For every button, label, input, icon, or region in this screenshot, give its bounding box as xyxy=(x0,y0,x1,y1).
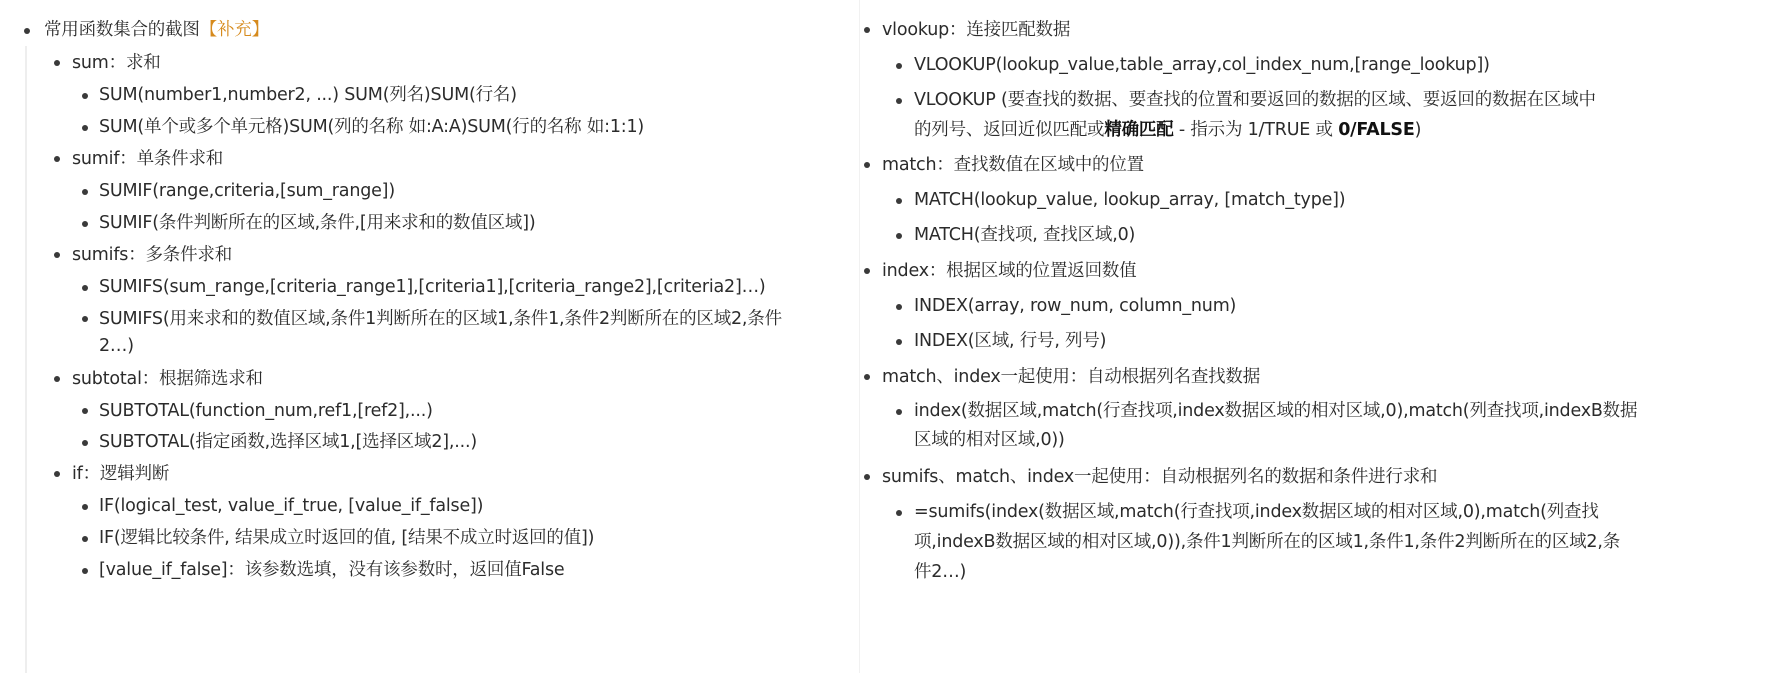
bullet-icon xyxy=(896,63,902,69)
bullet-icon xyxy=(54,471,60,477)
bullet-icon xyxy=(896,339,902,345)
sumifs-syntax-2-cont: 2…) xyxy=(99,336,134,356)
index-syntax-1: INDEX(array, row_num, column_num) xyxy=(914,296,1237,316)
bullet-icon xyxy=(864,374,870,380)
match-index-syntax: index(数据区域,match(行查找项,index数据区域的相对区域,0),match(列查找项,indexB数据 xyxy=(914,401,1638,421)
bullet-icon xyxy=(864,162,870,168)
match-index-label: match、index一起使用：自动根据列名查找数据 xyxy=(882,367,1261,387)
bullet-icon xyxy=(896,98,902,104)
subtotal-syntax-1: SUBTOTAL(function_num,ref1,[ref2],...) xyxy=(99,401,433,421)
index-label: index：根据区域的位置返回数值 xyxy=(882,261,1137,281)
bullet-icon xyxy=(54,156,60,162)
bullet-icon xyxy=(82,285,88,291)
bullet-icon xyxy=(82,568,88,574)
vlookup-syntax-1: VLOOKUP(lookup_value,table_array,col_index_num,[range_lookup]) xyxy=(914,55,1490,75)
vlookup-syntax-2: VLOOKUP (要查找的数据、要查找的位置和要返回的数据的区域、要返回的数据在区域中 xyxy=(914,90,1596,110)
if-syntax-2: IF(逻辑比较条件, 结果成立时返回的值, [结果不成立时返回的值]) xyxy=(99,528,595,548)
bullet-icon xyxy=(896,198,902,204)
sum-syntax-2: SUM(单个或多个单元格)SUM(列的名称 如:A:A)SUM(行的名称 如:1:1) xyxy=(99,117,645,137)
column-divider xyxy=(859,0,860,673)
vlookup-syntax-2-cont: 的列号、返回近似匹配或精确匹配 - 指示为 1/TRUE 或 0/FALSE) xyxy=(914,120,1422,140)
bullet-icon xyxy=(864,27,870,33)
bullet-icon xyxy=(82,440,88,446)
exact-match-emphasis: 精确匹配 xyxy=(1104,120,1174,140)
subtotal-label: subtotal：根据筛选求和 xyxy=(72,369,263,389)
bullet-icon xyxy=(896,233,902,239)
bullet-icon xyxy=(864,268,870,274)
vlookup-label: vlookup：连接匹配数据 xyxy=(882,20,1071,40)
bullet-icon xyxy=(82,504,88,510)
bullet-icon xyxy=(864,474,870,480)
match-syntax-1: MATCH(lookup_value, lookup_array, [match_type]) xyxy=(914,190,1346,210)
sumifs-combo-syntax-cont-2: 件2…) xyxy=(914,562,967,582)
supplement-tag: 【补充】 xyxy=(199,20,269,40)
bullet-icon xyxy=(82,408,88,414)
bullet-icon xyxy=(82,189,88,195)
match-label: match：查找数值在区域中的位置 xyxy=(882,155,1144,175)
section-title: 常用函数集合的截图【补充】 xyxy=(44,20,269,40)
left-guide-line xyxy=(25,46,27,673)
sumif-label: sumif：单条件求和 xyxy=(72,149,224,169)
bullet-icon xyxy=(24,28,30,34)
sum-label: sum：求和 xyxy=(72,53,161,73)
if-syntax-1: IF(logical_test, value_if_true, [value_if_false]) xyxy=(99,496,484,516)
bullet-icon xyxy=(82,93,88,99)
sumifs-combo-syntax: =sumifs(index(数据区域,match(行查找项,index数据区域的相对区域,0),match(列查找 xyxy=(914,502,1599,522)
bullet-icon xyxy=(54,376,60,382)
sumifs-combo-syntax-cont-1: 项,indexB数据区域的相对区域,0)),条件1判断所在的区域1,条件1,条件2判断所在的区域2,条 xyxy=(914,532,1621,552)
index-syntax-2: INDEX(区域, 行号, 列号) xyxy=(914,331,1107,351)
sumifs-combo-label: sumifs、match、index一起使用：自动根据列名的数据和条件进行求和 xyxy=(882,467,1438,487)
subtotal-syntax-2: SUBTOTAL(指定函数,选择区域1,[选择区域2],...) xyxy=(99,432,477,452)
bullet-icon xyxy=(896,304,902,310)
sumif-syntax-1: SUMIF(range,criteria,[sum_range]) xyxy=(99,181,395,201)
bullet-icon xyxy=(896,510,902,516)
bullet-icon xyxy=(82,125,88,131)
match-syntax-2: MATCH(查找项, 查找区域,0) xyxy=(914,225,1136,245)
match-index-syntax-cont: 区域的相对区域,0)) xyxy=(914,430,1065,450)
if-note: [value_if_false]：该参数选填，没有该参数时，返回值False xyxy=(99,560,565,580)
bullet-icon xyxy=(54,252,60,258)
bullet-icon xyxy=(82,316,88,322)
bullet-icon xyxy=(82,536,88,542)
if-label: if：逻辑判断 xyxy=(72,464,170,484)
bullet-icon xyxy=(54,60,60,66)
sum-syntax-1: SUM(number1,number2, ...) SUM(列名)SUM(行名) xyxy=(99,85,517,105)
bullet-icon xyxy=(82,221,88,227)
sumif-syntax-2: SUMIF(条件判断所在的区域,条件,[用来求和的数值区域]) xyxy=(99,213,536,233)
false-emphasis: 0/FALSE xyxy=(1338,120,1415,140)
sumifs-label: sumifs：多条件求和 xyxy=(72,245,232,265)
bullet-icon xyxy=(896,409,902,415)
sumifs-syntax-1: SUMIFS(sum_range,[criteria_range1],[criteria1],[criteria_range2],[criteria2]…) xyxy=(99,277,766,297)
sumifs-syntax-2: SUMIFS(用来求和的数值区域,条件1判断所在的区域1,条件1,条件2判断所在的区域2,条件 xyxy=(99,309,782,329)
